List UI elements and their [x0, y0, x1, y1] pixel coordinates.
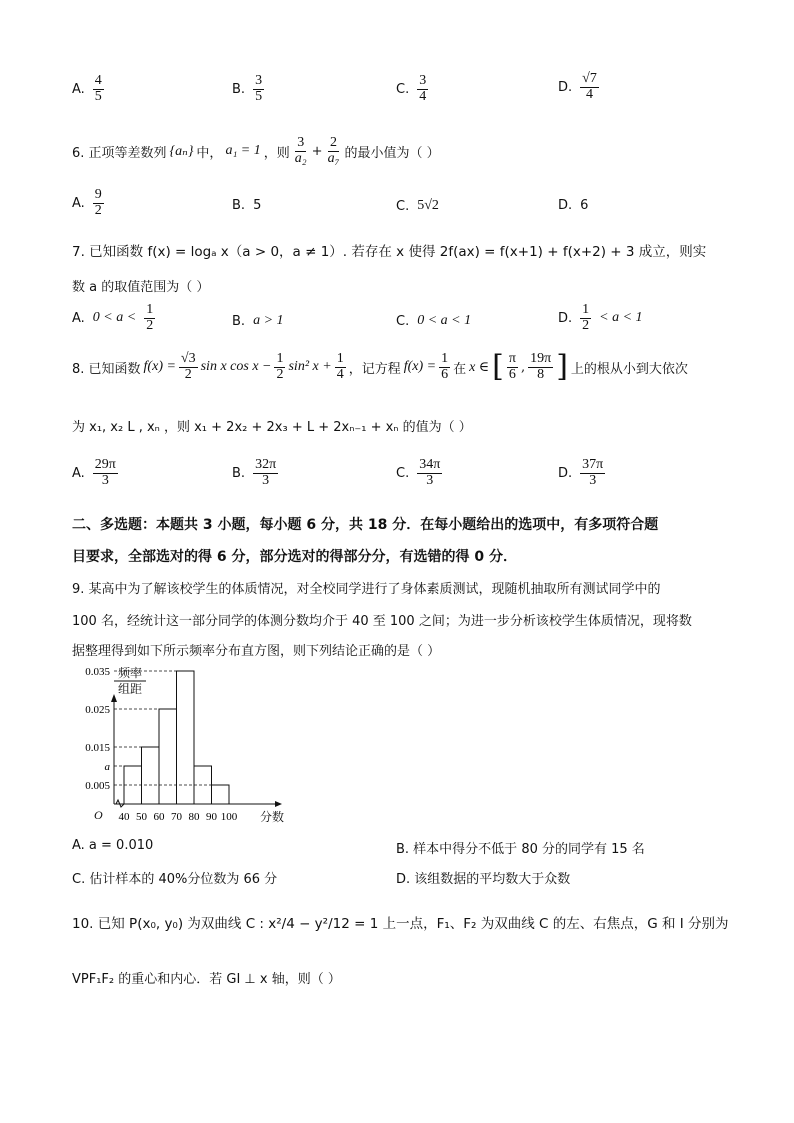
x-tick-label: 40	[118, 811, 130, 823]
q8-stem-line1: 8. 已知函数 f(x) = $\frac{√3}{2}$ sin x cos x − $\frac{1}{2}$ sin² x + $\frac{1}{4}$ ，记方程 f(x) = $\frac{1}{6}$ 在 x ∈ [ $\frac{\pi}{6}$ , $\frac{19\pi}{8}$ ] 上的根从小到大依次	[72, 349, 688, 385]
q5-option-a: A. $\frac{4}{5}$	[72, 73, 102, 104]
q6-option-b: B. 5	[232, 198, 262, 213]
x-tick-label: 60	[153, 811, 165, 823]
histogram-bar	[212, 785, 230, 804]
histogram-bar	[142, 747, 160, 804]
q9-option-c: C. 估计样本的 40%分位数为 66 分	[72, 872, 278, 887]
x-tick-label: 70	[171, 811, 182, 823]
q8-stem-line2: 为 x₁, x₂ L , xₙ ，则 x₁ + 2x₂ + 2x₃ + L + 2xₙ₋₁ + xₙ 的值为（ ）	[72, 420, 472, 435]
q5-option-b: B. $\frac{3}{5}$	[232, 73, 263, 104]
q8-option-c: C. $\frac{34\pi}{3}$	[396, 457, 441, 488]
q7-stem-line1: 7. 已知函数 f(x) = logₐ x（a > 0，a ≠ 1）. 若存在 x 使得 2f(ax) = f(x+1) + f(x+2) + 3 成立，则实	[72, 244, 707, 260]
y-tick-label: 0.005	[85, 780, 110, 792]
y-label-bottom: 组距	[118, 682, 143, 696]
q9-option-b: B. 样本中得分不低于 80 分的同学有 15 名	[396, 842, 645, 857]
q8-option-a: A. $\frac{29\pi}{3}$	[72, 457, 116, 488]
q9-stem-line2: 100 名，经统计这一部分同学的体测分数均介于 40 至 100 之间；为进一步分析该校学生体质情况，现将数	[72, 614, 692, 629]
y-tick-label: 0.025	[85, 704, 110, 716]
x-tick-label: 100	[220, 811, 238, 823]
q6-stem: 6. 正项等差数列 {aₙ} 中， a₁ = 1 ，则 $\frac{3}{\text{a₂}}$ + $\frac{2}{\text{a₇}}$ 的最小值为（ ）	[72, 135, 440, 166]
y-tick-label: 0.035	[85, 666, 110, 678]
q7-option-d: D. $\frac{1}{2}$ < a < 1	[558, 302, 643, 333]
x-tick-label: 90	[206, 811, 217, 823]
x-tick-label: 80	[188, 811, 200, 823]
y-tick-label: 0.015	[85, 742, 110, 754]
q5-option-d: D. $\frac{√7}{4}$	[558, 71, 597, 102]
q9-option-d: D. 该组数据的平均数大于众数	[396, 872, 571, 887]
q9-stem-line1: 9. 某高中为了解该校学生的体质情况，对全校同学进行了身体素质测试，现随机抽取所有测试同学中的	[72, 582, 661, 597]
q9-option-a: A. a = 0.010	[72, 838, 154, 853]
q6-option-d: D. 6	[558, 198, 589, 213]
q9-stem-line3: 据整理得到如下所示频率分布直方图，则下列结论正确的是（ ）	[72, 644, 441, 659]
q5-option-c: C. $\frac{3}{4}$	[396, 73, 427, 104]
q6-option-c: C. 5√2	[396, 198, 439, 214]
section2-heading-line1: 二、多选题：本题共 3 小题，每小题 6 分，共 18 分．在每小题给出的选项中，有多项符合题	[72, 517, 659, 533]
origin-label: O	[94, 808, 103, 822]
q8-option-b: B. $\frac{32\pi}{3}$	[232, 457, 277, 488]
x-tick-label: 50	[136, 811, 147, 823]
frequency-histogram	[70, 662, 290, 832]
histogram-bar	[177, 671, 195, 804]
q10-stem-line1: 10. 已知 P(x₀, y₀) 为双曲线 C : x²/4 − y²/12 = 1 上一点，F₁、F₂ 为双曲线 C 的左、右焦点，G 和 I 分别为	[72, 916, 729, 932]
q6-option-a: A. $\frac{9}{2}$	[72, 187, 102, 218]
q7-option-c: C. 0 < a < 1	[396, 313, 472, 329]
q7-option-b: B. a > 1	[232, 313, 284, 329]
x-unit-label: 分数	[260, 810, 285, 824]
y-axis-arrow	[111, 694, 117, 702]
y-tick-label: a	[104, 761, 110, 773]
x-axis-arrow	[275, 801, 282, 807]
q8-option-d: D. $\frac{37\pi}{3}$	[558, 457, 604, 488]
histogram-bar	[159, 709, 177, 804]
q10-stem-line2: VPF₁F₂ 的重心和内心．若 GI ⊥ x 轴，则（ ）	[72, 972, 341, 987]
section2-heading-line2: 目要求，全部选对的得 6 分，部分选对的得部分分，有选错的得 0 分．	[72, 549, 517, 565]
q7-option-a: A. 0 < a < $\frac{1}{2}$	[72, 302, 154, 333]
y-label-top: 频率	[118, 666, 143, 680]
q7-stem-line2: 数 a 的取值范围为（ ）	[72, 280, 210, 295]
